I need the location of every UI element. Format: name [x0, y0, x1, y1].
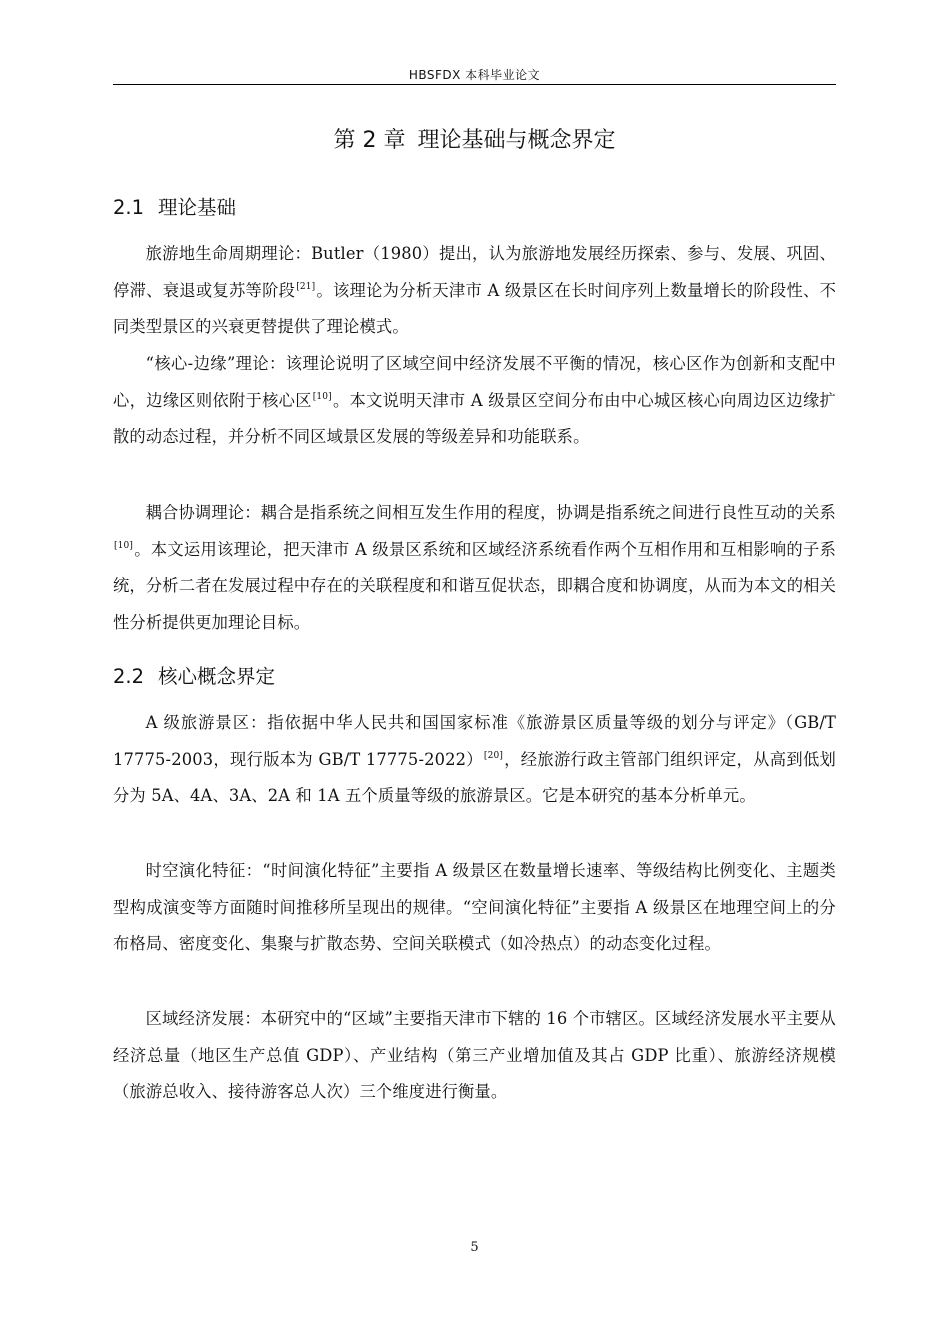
section-title-text: 核心概念界定 [158, 665, 276, 688]
citation: [10] [114, 540, 134, 551]
paragraph-coupling-coordination [113, 495, 836, 641]
chapter-title-text: 理论基础与概念界定 [417, 128, 616, 153]
section-heading-2-1 [113, 192, 236, 220]
paragraph-text: 区域经济发展：本研究中的“区域”主要指天津市下辖的 16 个市辖区。区域经济发展水平主要从经济总量（地区生产总值 GDP）、产业结构（第三产业增加值及其占 GDP 比重）、旅游经济规模（旅游总收入、接待游客总人次）三个维度进行衡量。 [113, 1009, 836, 1101]
header-rule [113, 84, 836, 85]
paragraph-text: 时空演化特征：“时间演化特征”主要指 A 级景区在数量增长速率、等级结构比例变化、主题类型构成演变等方面随时间推移所呈现出的规律。“空间演化特征”主要指 A 级景区在地理空间上的分布格局、密度变化、集聚与扩散态势、空间关联模式（如冷热点）的动态变化过程。 [113, 861, 836, 953]
section-title-text: 理论基础 [158, 196, 237, 219]
chapter-number: 第 2 章 [333, 128, 406, 153]
section-heading-2-2 [113, 661, 275, 689]
paragraph-text: A 级旅游景区：指依据中华人民共和国国家标准《旅游景区质量等级的划分与评定》（GB/T 17775-2003，现行版本为 GB/T 17775-2022） [113, 713, 836, 769]
section-number: 2.1 [113, 196, 145, 219]
paragraph-text: 。该理论为分析天津市 A 级景区在长时间序列上数量增长的阶段性、不同类型景区的兴衰更替提供了理论模式。 [113, 280, 837, 336]
paragraph-text: 旅游地生命周期理论：Butler（1980）提出，认为旅游地发展经历探索、参与、发展、巩固、停滞、衰退或复苏等阶段 [113, 244, 836, 300]
citation: [10] [312, 391, 332, 402]
paragraph-text: ，经旅游行政主管部门组织评定，从高到低划分为 5A、4A、3A、2A 和 1A 五个质量等级的旅游景区。它是本研究的基本分析单元。 [113, 749, 836, 805]
chapter-title [113, 123, 836, 154]
paragraph-text: “核心-边缘”理论：该理论说明了区域空间中经济发展不平衡的情况，核心区作为创新和支配中心，边缘区则依附于核心区 [113, 354, 836, 410]
paragraph-tourism-lifecycle [113, 236, 836, 346]
paragraph-text: 耦合协调理论：耦合是指系统之间相互发生作用的程度，协调是指系统之间进行良性互动的关系 [145, 503, 836, 522]
citation: [20] [483, 750, 503, 761]
paragraph-a-level-scenic-area [113, 705, 836, 815]
paragraph-text: 。本文说明天津市 A 级景区空间分布由中心城区核心向周边区边缘扩散的动态过程，并分析不同区域景区发展的等级差异和功能联系。 [113, 390, 836, 446]
paragraph-text: 。本文运用该理论，把天津市 A 级景区系统和区域经济系统看作两个互相作用和互相影响的子系统，分析二者在发展过程中存在的关联程度和和谐互促状态，即耦合度和协调度，从而为本文的相关性分析提供更加理论目标。 [113, 539, 836, 632]
paragraph-spatiotemporal-evolution [113, 853, 836, 963]
page-number: 5 [470, 1240, 479, 1255]
paragraph-core-periphery [113, 346, 836, 456]
citation: [21] [296, 281, 316, 292]
section-number: 2.2 [113, 665, 145, 688]
paragraph-regional-economy [113, 1001, 836, 1111]
running-header: HBSFDX 本科毕业论文 [408, 68, 541, 82]
